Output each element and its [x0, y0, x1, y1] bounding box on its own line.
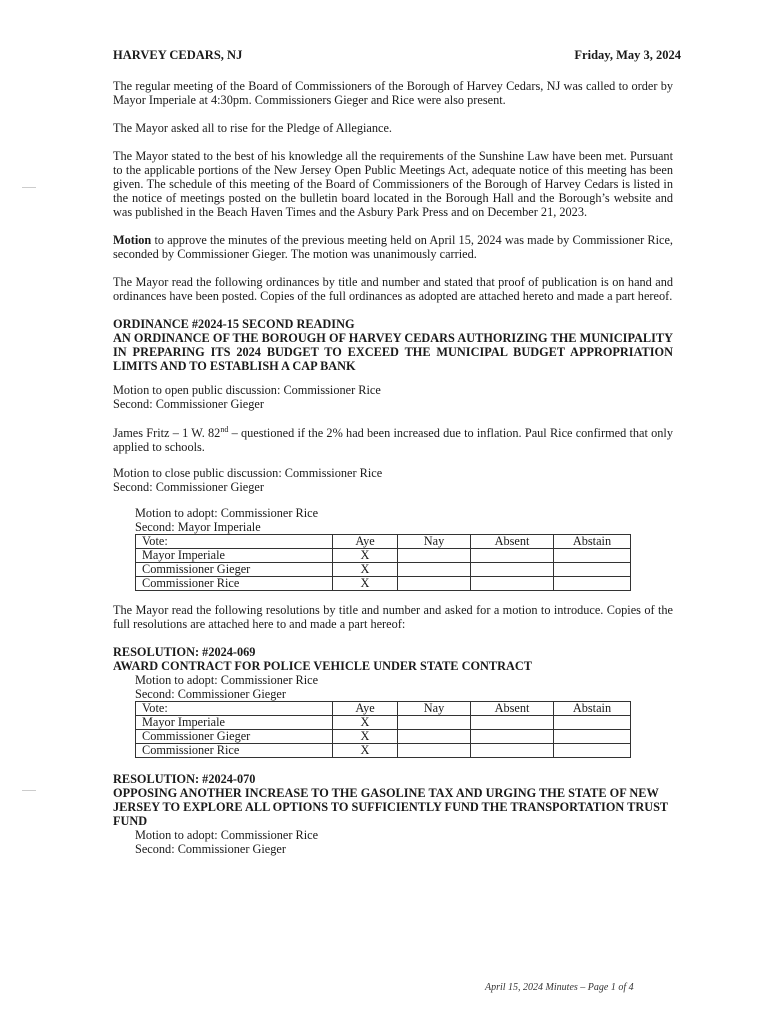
resolution-070-adopt-motion: Motion to adopt: Commissioner Rice	[135, 828, 319, 843]
abstain-mark	[554, 730, 631, 744]
resolution-070-adopt-second: Second: Commissioner Gieger	[135, 842, 286, 857]
public-comment-text: – questioned if the 2% had been increased due to inflation. Paul Rice confirmed that only applied to schools.	[113, 426, 673, 455]
close-discussion-block	[113, 466, 673, 494]
page-footer: April 15, 2024 Minutes – Page 1 of 4	[485, 982, 634, 993]
motion-label: Motion	[113, 233, 152, 247]
open-discussion-second: Second: Commissioner Gieger	[113, 397, 264, 411]
resolution-069-adopt-second: Second: Commissioner Gieger	[135, 687, 286, 702]
close-discussion-motion: Motion to close public discussion: Commissioner Rice	[113, 466, 383, 481]
pledge-paragraph: The Mayor asked all to rise for the Pledge of Allegiance.	[113, 121, 392, 135]
resolution-070-section	[113, 772, 673, 856]
nay-mark	[398, 563, 471, 577]
vote-header-row	[136, 702, 631, 716]
vote-header: Vote:	[136, 535, 333, 549]
ordinance-title: AN ORDINANCE OF THE BOROUGH OF HARVEY CEDARS AUTHORIZING THE MUNICIPALITY IN PREPARING ITS 2024 BUDGET TO EXCEED THE MUNICIPAL BUDGET APPROPRIATION LIMITS AND TO ESTABLISH A CAP BANK	[113, 331, 673, 373]
vote-header: Vote:	[136, 702, 333, 716]
abstain-header: Abstain	[554, 535, 631, 549]
vote-row	[136, 549, 631, 563]
resolution-070-adopt-block	[135, 828, 673, 856]
vote-row	[136, 563, 631, 577]
absent-mark	[471, 563, 554, 577]
public-comment-speaker: James Fritz – 1 W. 82	[113, 426, 221, 441]
aye-mark: X	[333, 716, 398, 730]
abstain-mark	[554, 716, 631, 730]
voter-name: Mayor Imperiale	[136, 716, 333, 730]
aye-mark: X	[333, 744, 398, 758]
aye-header: Aye	[333, 702, 398, 716]
voter-name: Commissioner Rice	[136, 744, 333, 758]
ordinance-adopt-block	[135, 506, 673, 534]
nay-mark	[398, 549, 471, 563]
absent-mark	[471, 577, 554, 591]
aye-mark: X	[333, 549, 398, 563]
nay-header: Nay	[398, 702, 471, 716]
resolution-069-section	[113, 645, 673, 701]
ordinance-section	[113, 317, 673, 373]
absent-header: Absent	[471, 535, 554, 549]
ordinance-adopt-motion: Motion to adopt: Commissioner Rice	[135, 506, 319, 521]
minutes-approval-paragraph	[113, 233, 673, 261]
call-to-order-paragraph: The regular meeting of the Board of Commissioners of the Borough of Harvey Cedars, NJ was called to order by Mayor Imperiale at 4:30pm. Commissioners Gieger and Rice were also present.	[113, 79, 673, 107]
nay-mark	[398, 577, 471, 591]
public-comment-sup: nd	[220, 425, 229, 434]
nay-mark	[398, 730, 471, 744]
voter-name: Commissioner Gieger	[136, 563, 333, 577]
ordinance-vote-table	[135, 534, 631, 591]
ordinance-heading: ORDINANCE #2024-15 SECOND READING	[113, 317, 355, 331]
nay-header: Nay	[398, 535, 471, 549]
abstain-mark	[554, 744, 631, 758]
open-discussion-block	[113, 383, 673, 411]
absent-mark	[471, 730, 554, 744]
ordinances-intro-paragraph: The Mayor read the following ordinances by title and number and stated that proof of publication is on hand and ordinances have been posted. Copies of the full ordinances as adopted are attached hereto and made a part hereof.	[113, 275, 673, 303]
resolution-070-heading: RESOLUTION: #2024-070	[113, 772, 256, 787]
page-header	[113, 48, 681, 62]
resolution-069-title: AWARD CONTRACT FOR POLICE VEHICLE UNDER STATE CONTRACT	[113, 659, 532, 674]
close-discussion-second: Second: Commissioner Gieger	[113, 480, 264, 495]
resolution-069-heading: RESOLUTION: #2024-069	[113, 645, 256, 660]
nay-mark	[398, 744, 471, 758]
abstain-header: Abstain	[554, 702, 631, 716]
resolution-069-adopt-block	[135, 673, 673, 701]
abstain-mark	[554, 563, 631, 577]
absent-mark	[471, 716, 554, 730]
minutes-page	[113, 48, 681, 857]
abstain-mark	[554, 549, 631, 563]
aye-mark: X	[333, 577, 398, 591]
resolution-069-vote-table	[135, 701, 631, 758]
resolution-070-title: OPPOSING ANOTHER INCREASE TO THE GASOLINE TAX AND URGING THE STATE OF NEW JERSEY TO EXPLORE ALL OPTIONS TO SUFFICIENTLY FUND THE TRANSPORTATION TRUST FUND	[113, 786, 668, 829]
open-discussion-motion: Motion to open public discussion: Commissioner Rice	[113, 383, 381, 397]
vote-row	[136, 577, 631, 591]
resolution-069-adopt-motion: Motion to adopt: Commissioner Rice	[135, 673, 319, 688]
vote-row	[136, 716, 631, 730]
minutes-approval-text: to approve the minutes of the previous meeting held on April 15, 2024 was made by Commissioner Rice, seconded by Commissioner Gieger. The motion was unanimously carried.	[113, 233, 673, 261]
aye-mark: X	[333, 563, 398, 577]
aye-header: Aye	[333, 535, 398, 549]
header-location: HARVEY CEDARS, NJ	[113, 48, 243, 62]
vote-row	[136, 744, 631, 758]
resolutions-intro-paragraph: The Mayor read the following resolutions by title and number and asked for a motion to introduce. Copies of the full resolutions are attached here to and made a part hereof:	[113, 603, 673, 632]
ordinance-adopt-second: Second: Mayor Imperiale	[135, 520, 261, 535]
voter-name: Commissioner Gieger	[136, 730, 333, 744]
sunshine-law-paragraph: The Mayor stated to the best of his knowledge all the requirements of the Sunshine Law have been met. Pursuant to the applicable portions of the New Jersey Open Public Meetings Act, adequate notice of this meeting has been given. The schedule of this meeting of the Board of Commissioners of the Borough of Harvey Cedars is listed in the notice of meetings posted on the bulletin board located in the Borough Hall and the Borough’s website and was published in the Beach Haven Times and the Asbury Park Press and on December 21, 2023.	[113, 149, 673, 219]
abstain-mark	[554, 577, 631, 591]
aye-mark: X	[333, 730, 398, 744]
voter-name: Mayor Imperiale	[136, 549, 333, 563]
nay-mark	[398, 716, 471, 730]
voter-name: Commissioner Rice	[136, 577, 333, 591]
header-date: Friday, May 3, 2024	[574, 48, 681, 62]
public-comment	[113, 423, 673, 454]
absent-header: Absent	[471, 702, 554, 716]
vote-row	[136, 730, 631, 744]
absent-mark	[471, 549, 554, 563]
absent-mark	[471, 744, 554, 758]
vote-header-row	[136, 535, 631, 549]
